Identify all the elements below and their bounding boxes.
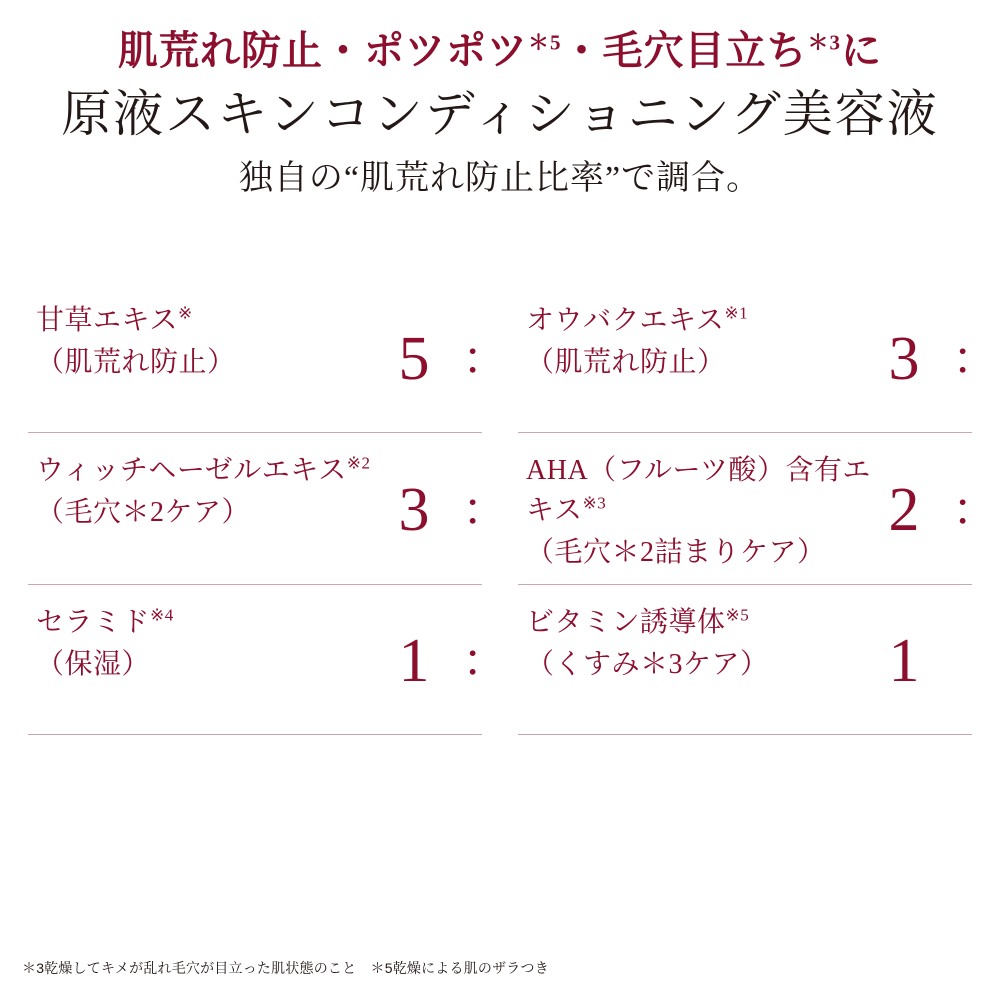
- ingredient-benefit: （肌荒れ防止）: [526, 346, 726, 378]
- ingredient-cell: [28, 433, 508, 585]
- ingredient-ratio: [388, 475, 508, 544]
- ingredient-name-text: セラミド: [36, 607, 151, 639]
- footnote: ＊3乾燥してキメが乱れ毛穴が目立った肌状態のこと ＊5乾燥による肌のザラつき: [22, 960, 549, 976]
- headline-line1-sup1: ＊5: [528, 30, 562, 55]
- ingredient-name-superscript: ※: [177, 303, 193, 323]
- ingredient-text: [518, 447, 878, 572]
- ingredient-name-superscript: ※3: [582, 493, 607, 513]
- ratio-separator: ：: [462, 483, 508, 535]
- ingredient-name-superscript: ※2: [346, 453, 371, 473]
- ingredient-ratio-value: 1: [888, 626, 920, 695]
- headline-line1-part3: に: [841, 28, 882, 73]
- ingredient-text: [28, 447, 388, 533]
- ingredient-name-superscript: ※5: [725, 605, 750, 625]
- ingredient-text: [28, 599, 388, 685]
- ingredient-ratio: [388, 626, 508, 695]
- ingredient-cell: [28, 585, 508, 735]
- ingredient-ratio-value: 1: [398, 626, 430, 695]
- ingredient-benefit: （毛穴＊2詰まりケア）: [526, 536, 826, 568]
- ingredient-name-text: ウィッチヘーゼルエキス: [36, 455, 347, 486]
- ingredient-text: [28, 297, 388, 383]
- ingredient-name-superscript: ※4: [150, 605, 174, 625]
- ingredient-name: [526, 301, 878, 341]
- ratio-separator: ：: [952, 332, 998, 384]
- ingredient-benefit: （くすみ＊3ケア）: [526, 649, 769, 680]
- ingredient-ratio: [878, 324, 998, 393]
- headline-line-1: [0, 26, 1000, 76]
- ingredient-cell: [518, 585, 972, 735]
- ingredient-cell: [518, 433, 998, 585]
- ingredient-ratio-grid: [28, 283, 998, 735]
- ingredient-benefit: （毛穴＊2ケア）: [36, 496, 251, 528]
- ingredient-ratio-value: 3: [398, 475, 430, 544]
- ingredient-benefit: （肌荒れ防止）: [36, 346, 236, 378]
- headline-line-3: 独自の“肌荒れ防止比率”で調合。: [238, 160, 762, 197]
- ratio-separator: ：: [462, 332, 508, 384]
- headline-block: [0, 0, 1000, 201]
- ingredient-name: [36, 451, 388, 491]
- ratio-separator: ：: [462, 634, 508, 686]
- ingredient-ratio-value: 2: [888, 475, 920, 544]
- ingredient-ratio-value: 5: [398, 324, 430, 393]
- ingredient-ratio-value: 3: [888, 324, 920, 393]
- ingredient-name-superscript: ※1: [724, 303, 749, 323]
- headline-line1-part1: 肌荒れ防止・ポツポツ: [118, 28, 528, 73]
- ingredient-ratio: [878, 475, 998, 544]
- ingredient-name-text: オウバクエキス: [526, 305, 725, 336]
- ingredient-ratio: [878, 626, 972, 695]
- ratio-separator: ：: [952, 483, 998, 535]
- ingredient-name-text: 甘草エキス: [36, 305, 178, 336]
- ingredient-text: [518, 599, 878, 685]
- ingredient-name: [526, 603, 878, 643]
- ingredient-ratio: [388, 324, 508, 393]
- ingredient-name-text: ビタミン誘導体: [526, 607, 726, 639]
- ingredient-text: [518, 297, 878, 383]
- headline-line1-sup2: ＊3: [807, 30, 841, 55]
- ingredient-benefit: （保湿）: [36, 649, 151, 680]
- ingredient-cell: [518, 283, 998, 433]
- headline-line-2: 原液スキンコンディショニング美容液: [61, 86, 939, 142]
- ingredient-name-text: AHA（フルーツ酸）含有エキス: [526, 455, 871, 526]
- headline-line1-part2: ・毛穴目立ち: [561, 28, 808, 73]
- ingredient-name: [526, 451, 878, 531]
- ingredient-cell: [28, 283, 508, 433]
- ingredient-name: [36, 603, 388, 643]
- ingredient-name: [36, 301, 388, 341]
